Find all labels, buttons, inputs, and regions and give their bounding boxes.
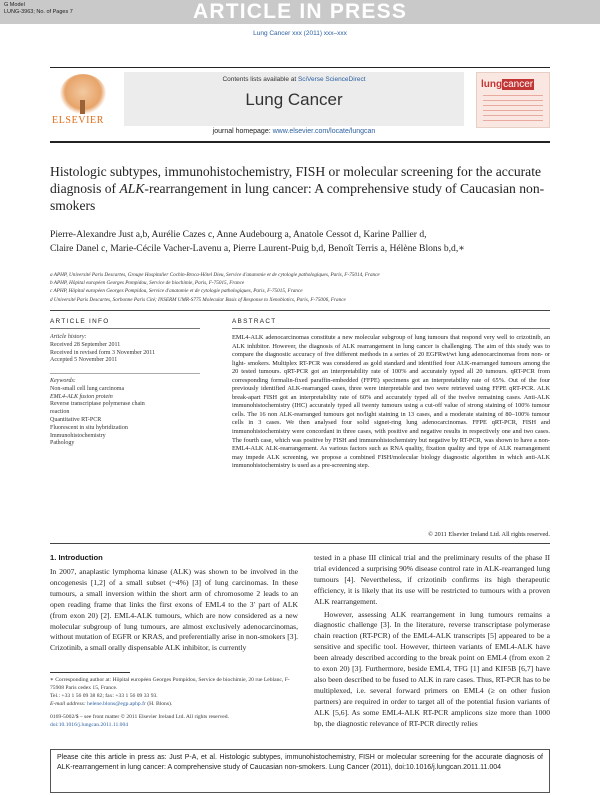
email-link[interactable]: helene.blons@egp.aphp.fr — [87, 701, 146, 707]
keywords-label: Keywords: — [50, 378, 76, 384]
keyword: EML4-ALK fusion protein — [50, 393, 113, 400]
keywords — [50, 378, 200, 448]
copyright-line: © 2011 Elsevier Ireland Ltd. All rights reserved. — [428, 531, 550, 538]
article-info-heading: ARTICLE INFO — [50, 318, 110, 325]
article-history — [50, 334, 200, 365]
affiliation-c: c APHP, Hôpital européen Georges Pompidou, Service d'anatomie et de cytologie pathologiques, Paris, F-75015, France — [50, 288, 303, 295]
history-label: Article history: — [50, 334, 87, 340]
section-heading-introduction: 1. Introduction — [50, 553, 103, 562]
journal-homepage: journal homepage: www.elsevier.com/locate/lungcan — [212, 128, 376, 135]
keyword: Quantitative RT-PCR — [50, 416, 102, 423]
banner-title: ARTICLE IN PRESS — [192, 0, 408, 23]
affiliation-a: a APHP, Université Paris Descartes, Groupe Hospitalier Cochin-Broca-Hôtel Dieu, Service d'anatomie et de cytologie pathologiques, Paris, F-75014, France — [50, 272, 380, 278]
front-matter-rule — [50, 310, 550, 311]
corresponding-author-footnote: ∗ Corresponding author at: Hôpital européen Georges Pompidou, Service de biochimie, 20 rue Leblanc, F-75908 Paris cedex 15, France. Tel.: +33 1 56 09 38 82; fax: +33 1 56 09 33 93. E-mail address: helene.blons@egp.aphp.fr (H. Blons). — [50, 677, 290, 707]
author-list — [50, 228, 560, 256]
journal-cover-thumbnail — [476, 72, 550, 128]
body-right-column — [314, 553, 550, 730]
keyword: Non-small cell lung carcinoma — [50, 385, 125, 392]
revised-date: Received in revised form 3 November 2011 — [50, 349, 156, 356]
doi-link[interactable]: doi:10.1016/j.lungcan.2011.11.004 — [50, 722, 129, 728]
contents-available-line: Contents lists available at SciVerse ScienceDirect — [222, 76, 366, 83]
keyword: Reverse transcriptase polymerase chain — [50, 401, 145, 408]
sciencedirect-link[interactable]: SciVerse ScienceDirect — [297, 76, 366, 83]
homepage-link[interactable]: www.elsevier.com/locate/lungcan — [272, 128, 376, 135]
header-bottom-rule — [50, 141, 550, 143]
affiliation-d: d Université Paris Descartes, Sorbonne Paris Cité; INSERM UMR-S775 Molecular Basis of Response to Xenobiotics, Paris, F-75006, France — [50, 296, 346, 303]
header-top-rule — [50, 67, 550, 68]
journal-header-box — [124, 72, 464, 126]
authors-line-1: Pierre-Alexandre Just a,b, Aurélie Cazes c, Anne Audebourg a, Anatole Cessot d, Karine Pallier d, — [50, 229, 427, 240]
affiliations — [50, 271, 560, 304]
affiliation-b: b APHP, Hôpital européen Georges Pompidou, Service de biochimie, Paris, F-75015, France — [50, 280, 245, 287]
paragraph: tested in a phase III clinical trial and the preliminary results of the phase II trial evidenced a surprising 90% disease control rate in ALK-rearranged lung tumours [4]. Nevertheless, if crizotinib confirms its high therapeutic efficiency, it is likely that its use will be restricted to tumours with a proven ALK rearrangement. — [314, 553, 550, 606]
journal-title: Lung Cancer — [245, 90, 343, 109]
authors-line-2: Claire Danel c, Marie-Cécile Vacher-Lavenu a, Pierre Laurent-Puig b,d, Benoît Terris a, Hélène Blons b,d,∗ — [50, 242, 465, 254]
issn-doi-block — [50, 713, 298, 729]
journal-citation: Lung Cancer xxx (2011) xxx–xxx — [253, 30, 347, 37]
keyword: Fluorescent in situ hybridization — [50, 424, 128, 431]
meta-line-2: LUNG-3963; No. of Pages 7 — [4, 9, 73, 15]
received-date: Received 28 September 2011 — [50, 341, 121, 348]
abstract-text: EML4-ALK adenocarcinomas constitute a new molecular subgroup of lung tumours that respond very well to crizotinib, an ALK inhibitor. However, the diagnosis of ALK rearrangement in lung cancer is challenging. The aim of this study was to compare the diagnostic accuracy of five different methods in a series of 20 EGFRwt/wt lung adenocarcinomas from non- or light- smokers. Multiplex RT-PCR was considered as gold standard and identified four ALK-rearranged tumours among the 20 tested tumours. qRT-PCR got an interpretability rate of 100% and accurately typed all 20 tumours. qRT-PCR from corresponding formalin-fixed paraffin-embedded (FFPE) specimens got an interpretability rate of 65%. Out of the four previously identified ALK-rearranged cases, three were interpretable and two were retrieved using FFPE qRT-PCR. ALK break-apart FISH got an interpretability rate of 60% and accurately typed all of the twelve remaining cases. Anti-ALK immunohistochemistry (IHC) accurately typed all twenty tumours using a cut-off value of strong staining of 100% tumour cells. The 16 non ALK-rearranged tumours got no/light staining in 13 cases, and a moderate staining of 80–100% tumour cells in 3 cases. We then analysed four solid signet-ring lung adenocarcinomas. FFPE qRT-PCR, FISH and immunohistochemistry were concordant in three cases, with positive and negative results in respectively one and two cases. The fourth case, which was positive by FISH and immunohistochemistry but negative by RT-PCR, was shown to have a non-EML4-ALK ALK-rearrangement. As various factors such as RNA quality, fixation quality and type of ALK rearrangement may impede ALK screening, we propose a combined FISH/molecular biology diagnostic algorithm in which anti-ALK immunohistochemistry is used as a pre-screening step. — [232, 334, 550, 470]
cite-notice-box: Please cite this article in press as: Just P-A, et al. Histologic subtypes, immunohistochemistry, FISH or molecular screening for the accurate diagnosis of ALK-rearrangement in lung cancer: A comprehensive study of Caucasian non-smokers. Lung Cancer (2011), doi:10.1016/j.lungcan.2011.11.004 — [50, 749, 550, 793]
accepted-date: Accepted 5 November 2011 — [50, 357, 118, 364]
cover-brand: lungcancer — [481, 79, 534, 90]
body-left-column: In 2007, anaplastic lymphoma kinase (ALK) was shown to be involved in the oncogenesis [1,2] of a small subset (~4%) [3] of lung carcinomas. In these tumours, a small inversion within the short arm of chromosome 2 leads to an open reading frame that links the first exons of EML4 to the 3′ part of ALK (from exon 20) [2]. EML4-ALK tumours, which are now considered as a new molecular subgroup of lung tumours, are almost exclusively adenocarcinomas, without mutation of EGFR or KRAS, and preferentially arise in non-smokers [3]. Crizotinib, a small orally dispensable ALK inhibitor, is currently — [50, 567, 298, 653]
abstract-heading: ABSTRACT — [232, 318, 277, 325]
issn-line: 0169-5002/$ – see front matter © 2011 Elsevier Ireland Ltd. All rights reserved. — [50, 714, 229, 720]
elsevier-logo — [50, 72, 114, 128]
article-title: Histologic subtypes, immunohistochemistry, FISH or molecular screening for the accurate diagnosis of ALK-rearrangement in lung cancer: A comprehensive study of Caucasian non-smokers — [50, 164, 545, 213]
keyword: Pathology — [50, 440, 75, 447]
meta-line-1: G Model — [4, 2, 25, 8]
paragraph: However, assessing ALK rearrangement in lung tumours remains a diagnostic challenge [3]. In the literature, reverse transcriptase polymerase chain reaction (RT-PCR) of the EML4-ALK transcripts [5] appeared to be a sensitive and specific tool. However, thirteen variants of EML4-ALK have been already described according to the break point on EML4 (from exon 2 to exon 20) [3]. Furthermore, beside EML4, TFG [1] and KIF5B [6,7] have also been described to be fused to ALK in rare cases. Thus, RT-PCR has to be multiplexed, i.e. several forward primers on EML4 (≥ on other fusion partners) are required in order to target all of the potential fusion variants of ALK [5,6]. As some EML4-ALK RT-PCR amplicons size more than 1000 bp, the diagnostic relevance of RT-PCR directly relies — [314, 609, 550, 728]
publisher-name: ELSEVIER — [52, 115, 105, 126]
keyword: reaction — [50, 409, 70, 416]
article-in-press-banner — [0, 0, 600, 24]
keyword: Immunohistochemistry — [50, 432, 106, 439]
